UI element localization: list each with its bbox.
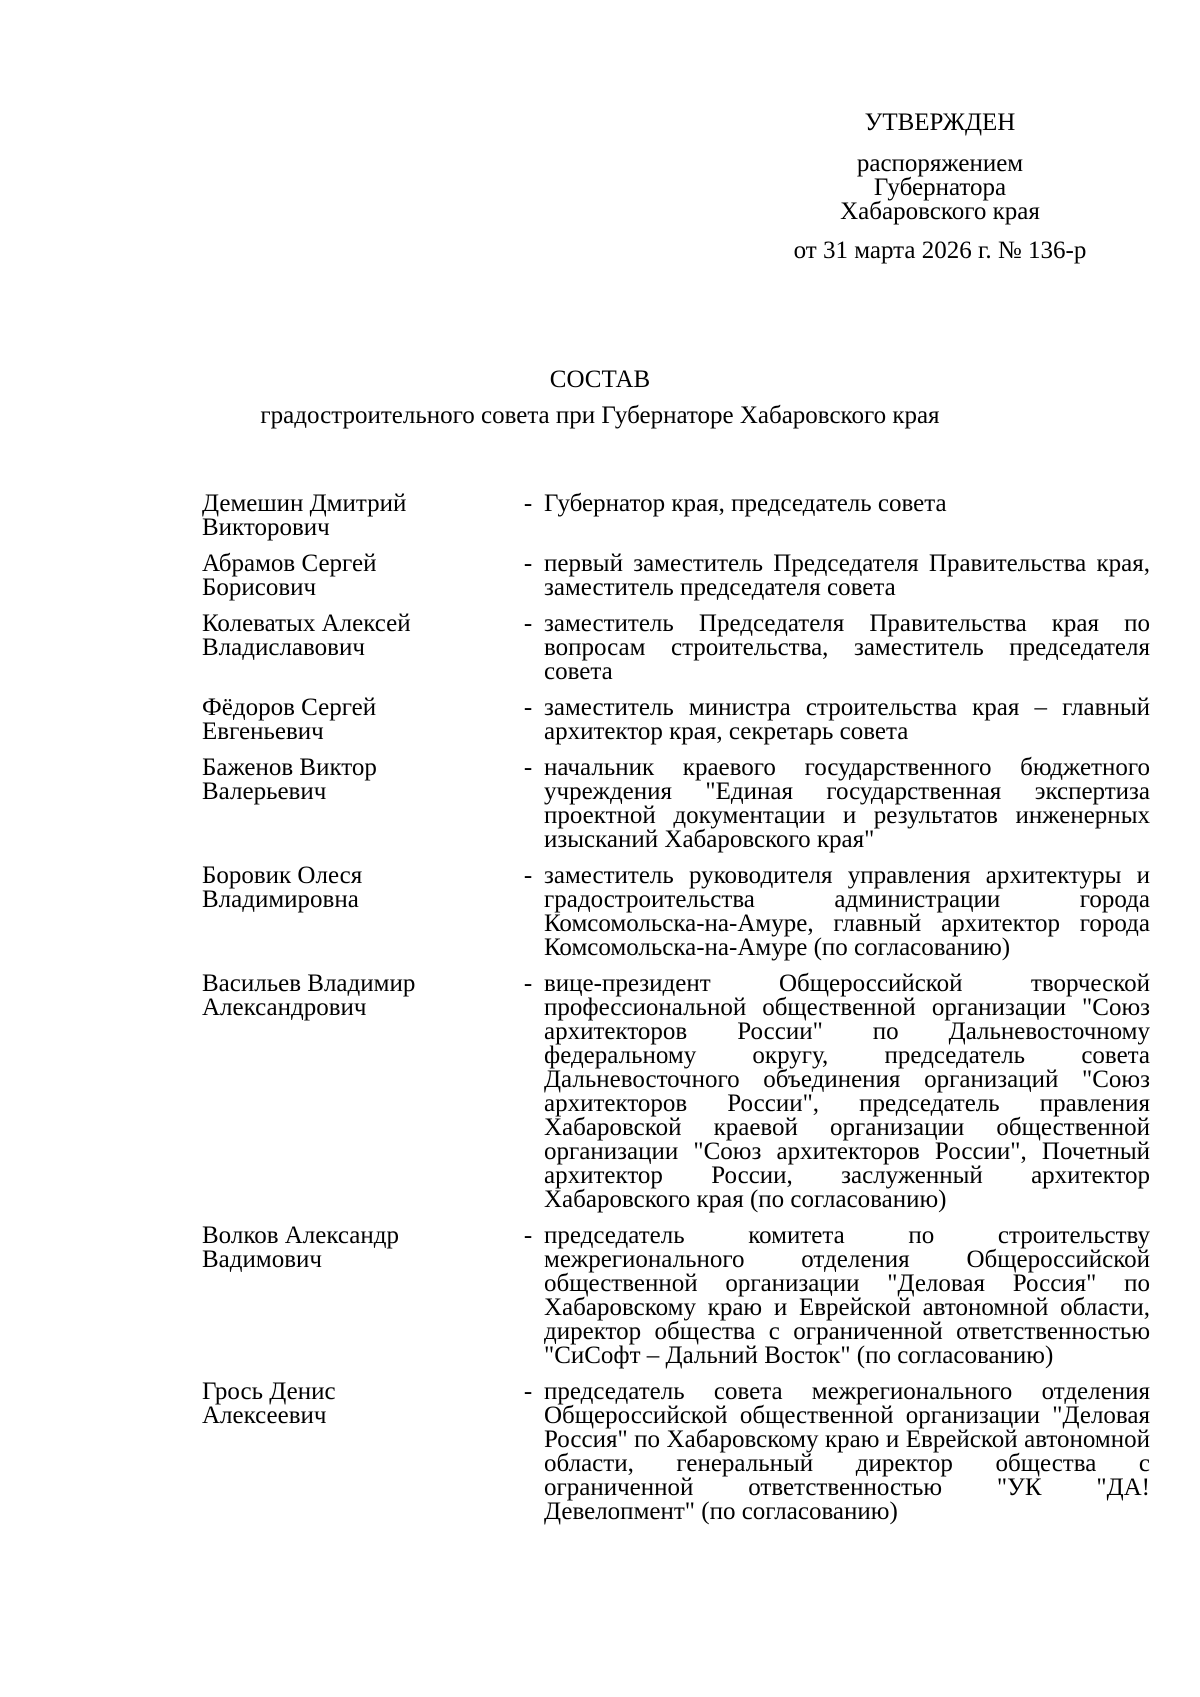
member-row [202, 552, 1150, 600]
member-role: первый заместитель Председателя Правительства края, заместитель председателя совета [544, 550, 1150, 601]
approval-title: УТВЕРЖДЕН [864, 109, 1016, 136]
member-name: Баженов Виктор Валерьевич [202, 754, 377, 805]
member-name: Грось Денис Алексеевич [202, 1378, 336, 1429]
member-row [202, 612, 1150, 684]
member-name: Васильев Владимир Александрович [202, 970, 416, 1021]
member-role: Губернатор края, председатель совета [544, 490, 947, 517]
member-separator: - [523, 550, 533, 577]
approval-basis-line: Губернатора [873, 174, 1007, 201]
member-row [202, 1380, 1150, 1524]
member-separator: - [523, 970, 533, 997]
approval-basis-line: Хабаровского края [840, 198, 1040, 225]
member-separator: - [523, 754, 533, 781]
member-separator: - [523, 694, 533, 721]
member-role: председатель совета межрегионального отделения Общероссийской общественной организации "Деловая Россия" по Хабаровскому краю и Еврейской автономной области, генеральный директор общества с ограниченной ответственностью "УК "ДА! Девелопмент" (по согласованию) [544, 1378, 1150, 1525]
document-subtitle: градостроительного совета при Губернаторе Хабаровского края [260, 402, 940, 429]
member-separator: - [523, 862, 533, 889]
member-separator: - [523, 490, 533, 517]
member-name: Волков Александр Вадимович [202, 1222, 399, 1273]
member-row [202, 492, 1150, 540]
approval-date: от 31 марта 2026 г. № 136-р [793, 237, 1087, 264]
member-role: вице-президент Общероссийской творческой профессиональной общественной организации "Союз архитекторов России" по Дальневосточному федеральному округу, председатель совета Дальневосточного объединения организаций "Союз архитекторов России", председатель правления Хабаровской краевой организации общественной организации "Союз архитекторов России", Почетный архитектор России, заслуженный архитектор Хабаровского края (по согласованию) [544, 970, 1150, 1213]
document-title: СОСТАВ [549, 366, 651, 393]
member-name: Демешин Дмитрий Викторович [202, 490, 407, 541]
member-role: начальник краевого государственного бюджетного учреждения "Единая государственная экспертиза проектной документации и результатов инженерных изысканий Хабаровского края" [544, 754, 1150, 853]
member-row [202, 864, 1150, 960]
member-name: Фёдоров Сергей Евгеньевич [202, 694, 377, 745]
member-row [202, 972, 1150, 1212]
member-name: Боровик Олеся Владимировна [202, 862, 363, 913]
member-name: Абрамов Сергей Борисович [202, 550, 377, 601]
member-role: заместитель Председателя Правительства края по вопросам строительства, заместитель председателя совета [544, 610, 1150, 685]
member-name: Колеватых Алексей Владиславович [202, 610, 411, 661]
member-row [202, 1224, 1150, 1368]
member-separator: - [523, 610, 533, 637]
member-role: заместитель руководителя управления архитектуры и градостроительства администрации города Комсомольска-на-Амуре, главный архитектор города Комсомольска-на-Амуре (по согласованию) [544, 862, 1150, 961]
member-row [202, 696, 1150, 744]
member-role: председатель комитета по строительству межрегионального отделения Общероссийской общественной организации "Деловая Россия" по Хабаровскому краю и Еврейской автономной области, директор общества с ограниченной ответственностью "СиСофт – Дальний Восток" (по согласованию) [544, 1222, 1150, 1369]
approval-block [740, 108, 1140, 266]
approval-basis-line: распоряжением [856, 150, 1024, 177]
member-separator: - [523, 1378, 533, 1405]
members-list [202, 492, 1150, 1536]
member-separator: - [523, 1222, 533, 1249]
member-row [202, 756, 1150, 852]
member-role: заместитель министра строительства края – главный архитектор края, секретарь совета [544, 694, 1150, 745]
